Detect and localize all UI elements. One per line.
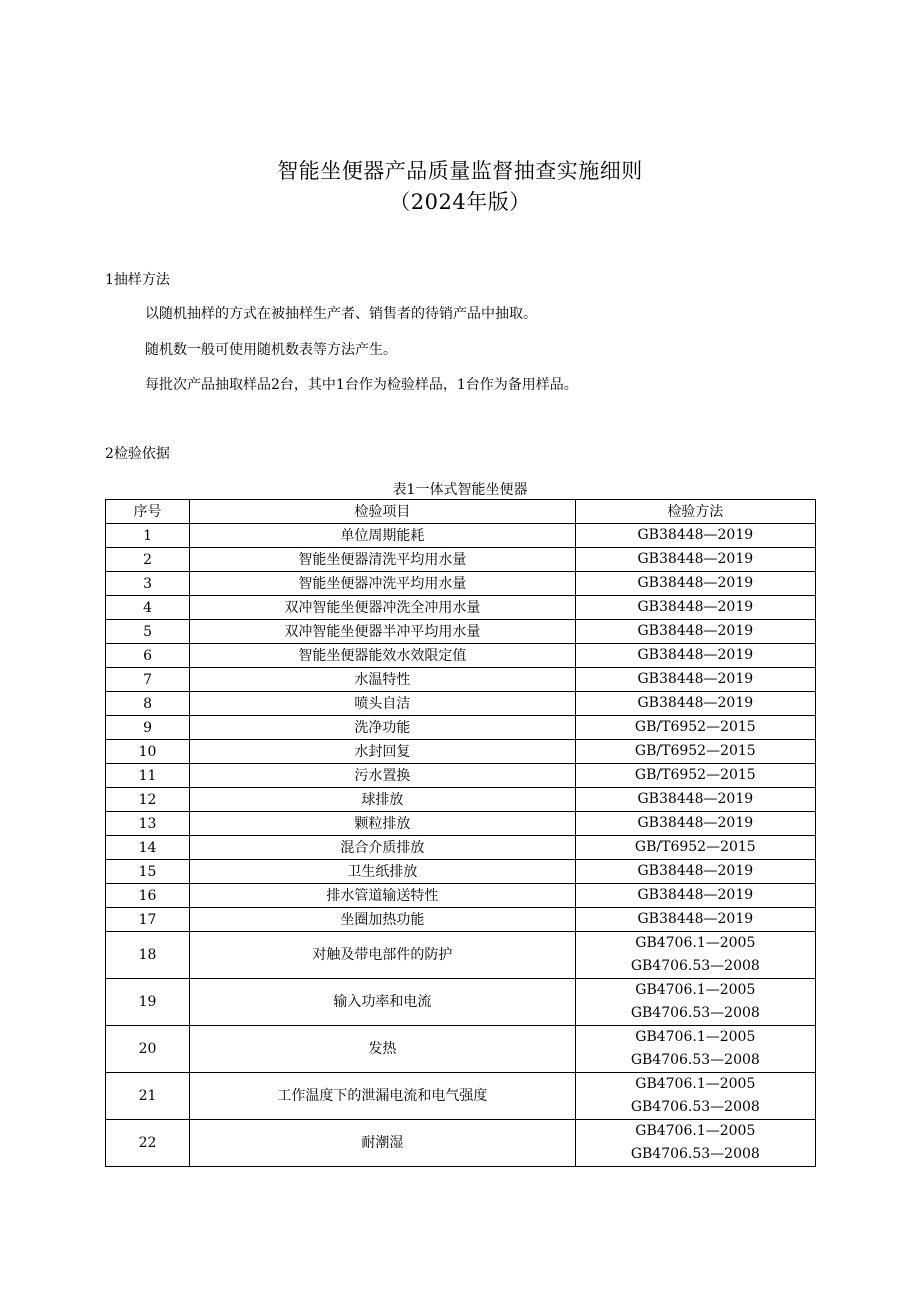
method-standard: GB38448—2019 <box>637 623 754 639</box>
table-row <box>106 668 816 692</box>
table-row <box>106 572 816 596</box>
inspection-item: 输入功率和电流 <box>190 979 576 1026</box>
method-standard: GB38448—2019 <box>637 911 754 927</box>
table-row <box>106 932 816 979</box>
inspection-item: 工作温度下的泄漏电流和电气强度 <box>190 1073 576 1120</box>
row-number: 4 <box>106 596 190 620</box>
inspection-method <box>575 812 815 836</box>
inspection-method <box>575 1026 815 1073</box>
row-number: 19 <box>106 979 190 1026</box>
row-number: 21 <box>106 1073 190 1120</box>
inspection-item: 智能坐便器清洗平均用水量 <box>190 548 576 572</box>
row-number: 11 <box>106 764 190 788</box>
method-standard: GB38448—2019 <box>637 863 754 879</box>
inspection-method <box>575 620 815 644</box>
table-body <box>106 524 816 1167</box>
table-row <box>106 1073 816 1120</box>
table-row <box>106 596 816 620</box>
table-row <box>106 620 816 644</box>
method-standard: GB38448—2019 <box>637 599 754 615</box>
table-row <box>106 692 816 716</box>
document-edition: （2024年版） <box>389 190 531 214</box>
table-row <box>106 860 816 884</box>
table-row <box>106 716 816 740</box>
method-standard: GB/T6952—2015 <box>634 743 756 759</box>
inspection-method <box>575 524 815 548</box>
inspection-item: 智能坐便器能效水效限定值 <box>190 644 576 668</box>
row-number: 15 <box>106 860 190 884</box>
row-number: 2 <box>106 548 190 572</box>
inspection-item: 洗净功能 <box>190 716 576 740</box>
inspection-method <box>575 836 815 860</box>
method-standard: GB4706.53—2008 <box>630 1099 760 1115</box>
document-title: 智能坐便器产品质量监督抽查实施细则 <box>277 159 643 183</box>
inspection-method <box>575 740 815 764</box>
inspection-method <box>575 1073 815 1120</box>
sampling-paragraph: 随机数一般可使用随机数表等方法产生。 <box>145 342 397 358</box>
sampling-paragraph: 每批次产品抽取样品2台，其中1台作为检验样品，1台作为备用样品。 <box>145 377 578 393</box>
row-number: 18 <box>106 932 190 979</box>
inspection-item: 混合介质排放 <box>190 836 576 860</box>
method-standard: GB4706.53—2008 <box>630 1146 760 1162</box>
inspection-item: 坐圈加热功能 <box>190 908 576 932</box>
inspection-method <box>575 788 815 812</box>
method-standard: GB4706.53—2008 <box>630 958 760 974</box>
method-standard: GB38448—2019 <box>637 815 754 831</box>
row-number: 16 <box>106 884 190 908</box>
method-standard: GB4706.53—2008 <box>630 1005 760 1021</box>
row-number: 17 <box>106 908 190 932</box>
table-row <box>106 979 816 1026</box>
inspection-method <box>575 572 815 596</box>
table-row <box>106 788 816 812</box>
method-standard: GB38448—2019 <box>637 887 754 903</box>
table-row <box>106 836 816 860</box>
inspection-item: 水封回复 <box>190 740 576 764</box>
method-standard: GB38448—2019 <box>637 671 754 687</box>
row-number: 13 <box>106 812 190 836</box>
table-row <box>106 1120 816 1167</box>
inspection-item: 发热 <box>190 1026 576 1073</box>
table-row <box>106 764 816 788</box>
method-standard: GB4706.1—2005 <box>635 982 756 998</box>
inspection-method <box>575 908 815 932</box>
row-number: 3 <box>106 572 190 596</box>
inspection-item: 喷头自洁 <box>190 692 576 716</box>
section-heading-sampling: 1抽样方法 <box>105 272 170 288</box>
inspection-item: 球排放 <box>190 788 576 812</box>
inspection-method <box>575 860 815 884</box>
table-row <box>106 908 816 932</box>
table-header-row <box>106 500 816 524</box>
row-number: 7 <box>106 668 190 692</box>
table-row <box>106 884 816 908</box>
inspection-method <box>575 668 815 692</box>
method-standard: GB38448—2019 <box>637 551 754 567</box>
row-number: 5 <box>106 620 190 644</box>
inspection-item: 污水置换 <box>190 764 576 788</box>
row-number: 12 <box>106 788 190 812</box>
method-standard: GB4706.1—2005 <box>635 1076 756 1092</box>
row-number: 20 <box>106 1026 190 1073</box>
inspection-method <box>575 764 815 788</box>
method-standard: GB38448—2019 <box>637 575 754 591</box>
row-number: 6 <box>106 644 190 668</box>
method-standard: GB38448—2019 <box>637 527 754 543</box>
section-heading-basis: 2检验依据 <box>105 446 170 462</box>
method-standard: GB/T6952—2015 <box>634 839 756 855</box>
inspection-item: 颗粒排放 <box>190 812 576 836</box>
table-row <box>106 812 816 836</box>
inspection-method <box>575 644 815 668</box>
inspection-item: 智能坐便器冲洗平均用水量 <box>190 572 576 596</box>
inspection-method <box>575 979 815 1026</box>
inspection-item: 耐潮湿 <box>190 1120 576 1167</box>
column-header-no: 序号 <box>106 500 190 524</box>
table-row <box>106 548 816 572</box>
row-number: 10 <box>106 740 190 764</box>
inspection-item: 单位周期能耗 <box>190 524 576 548</box>
method-standard: GB4706.1—2005 <box>635 1123 756 1139</box>
inspection-item: 卫生纸排放 <box>190 860 576 884</box>
inspection-method <box>575 596 815 620</box>
sampling-paragraph: 以随机抽样的方式在被抽样生产者、销售者的待销产品中抽取。 <box>145 306 537 322</box>
method-standard: GB4706.1—2005 <box>635 1029 756 1045</box>
column-header-method: 检验方法 <box>575 500 815 524</box>
method-standard: GB/T6952—2015 <box>634 767 756 783</box>
method-standard: GB/T6952—2015 <box>634 719 756 735</box>
inspection-method <box>575 932 815 979</box>
method-standard: GB38448—2019 <box>637 695 754 711</box>
row-number: 1 <box>106 524 190 548</box>
method-standard: GB38448—2019 <box>637 647 754 663</box>
inspection-item: 排水管道输送特性 <box>190 884 576 908</box>
inspection-item: 双冲智能坐便器半冲平均用水量 <box>190 620 576 644</box>
inspection-method <box>575 1120 815 1167</box>
table-row <box>106 1026 816 1073</box>
row-number: 22 <box>106 1120 190 1167</box>
inspection-method <box>575 884 815 908</box>
inspection-item: 水温特性 <box>190 668 576 692</box>
table-caption: 表1一体式智能坐便器 <box>392 482 528 498</box>
inspection-method <box>575 548 815 572</box>
table-row <box>106 524 816 548</box>
method-standard: GB38448—2019 <box>637 791 754 807</box>
inspection-table <box>105 499 816 1167</box>
row-number: 9 <box>106 716 190 740</box>
row-number: 14 <box>106 836 190 860</box>
inspection-method <box>575 692 815 716</box>
column-header-item: 检验项目 <box>190 500 576 524</box>
method-standard: GB4706.1—2005 <box>635 935 756 951</box>
inspection-item: 对触及带电部件的防护 <box>190 932 576 979</box>
table-row <box>106 644 816 668</box>
table-row <box>106 740 816 764</box>
inspection-method <box>575 716 815 740</box>
method-standard: GB4706.53—2008 <box>630 1052 760 1068</box>
row-number: 8 <box>106 692 190 716</box>
inspection-item: 双冲智能坐便器冲洗全冲用水量 <box>190 596 576 620</box>
